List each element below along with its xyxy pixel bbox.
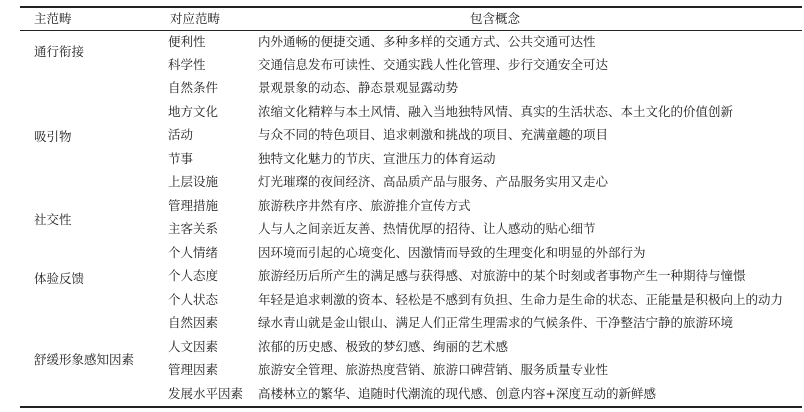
- sub-category: 管理措施: [168, 198, 219, 213]
- main-category: 通行衔接: [34, 44, 85, 59]
- sub-category: 活动: [168, 127, 194, 142]
- sub-category: 节事: [168, 151, 194, 166]
- main-category: 社交性: [34, 212, 72, 227]
- header-sub-category: 对应范畴: [170, 11, 221, 26]
- concept-text: 年轻是追求刺激的资本、轻松是不感到有负担、生命力是生命的状态、正能量是积极向上的动力: [258, 292, 784, 307]
- sub-category: 发展水平因素: [168, 386, 244, 401]
- sub-category: 上层设施: [168, 174, 219, 189]
- main-category: 吸引物: [34, 129, 72, 144]
- sub-category: 便利性: [168, 34, 206, 49]
- concept-table: [20, 6, 802, 408]
- sub-category: 地方文化: [168, 104, 219, 119]
- concept-text: 旅游经历后所产生的满足感与获得感、对旅游中的某个时刻或者事物产生一种期待与憧憬: [258, 268, 746, 283]
- sub-category: 个人态度: [168, 268, 219, 283]
- concept-text: 旅游秩序井然有序、旅游推介宣传方式: [258, 198, 471, 213]
- concept-text: 浓郁的历史感、极致的梦幻感、绚丽的艺术感: [258, 339, 509, 354]
- header-main-category: 主范畴: [34, 11, 72, 26]
- concept-text: 人与人之间亲近友善、热情优厚的招待、让人感动的贴心细节: [258, 221, 596, 236]
- sub-category: 自然因素: [168, 315, 219, 330]
- sub-category: 个人情绪: [168, 245, 219, 260]
- sub-category: 科学性: [168, 57, 206, 72]
- concept-text: 内外通畅的便捷交通、多种多样的交通方式、公共交通可达性: [258, 34, 596, 49]
- header-concepts: 包含概念: [470, 11, 521, 26]
- concept-text: 绿水青山就是金山银山、满足人们正常生理需求的气候条件、干净整洁宁静的旅游环境: [258, 315, 734, 330]
- concept-text: 因环境而引起的心境变化、因激情而导致的生理变化和明显的外部行为: [258, 245, 646, 260]
- sub-category: 个人状态: [168, 292, 219, 307]
- sub-category: 自然条件: [168, 80, 219, 95]
- sub-category: 人文因素: [168, 339, 219, 354]
- sub-category: 主客关系: [168, 221, 219, 236]
- main-category: 舒缓形象感知因素: [34, 352, 135, 367]
- concept-text: 灯光璀璨的夜间经济、高品质产品与服务、产品服务实用又走心: [258, 174, 609, 189]
- table-top-rule: [20, 6, 802, 8]
- concept-text: 浓缩文化精粹与本土风情、融入当地独特风情、真实的生活状态、本土文化的价值创新: [258, 104, 734, 119]
- table-bottom-rule: [20, 406, 802, 408]
- sub-category: 管理因素: [168, 362, 219, 377]
- concept-text: 交通信息发布可读性、交通实践人性化管理、步行交通安全可达: [258, 57, 609, 72]
- concept-text: 与众不同的特色项目、追求刺激和挑战的项目、充满童趣的项目: [258, 127, 609, 142]
- concept-text: 景观景象的动态、静态景观显露动势: [258, 80, 459, 95]
- main-category: 体验反馈: [34, 271, 85, 286]
- concept-text: 独特文化魅力的节庆、宣泄压力的体育运动: [258, 151, 496, 166]
- concept-text: 旅游安全管理、旅游热度营销、旅游口碑营销、服务质量专业性: [258, 362, 609, 377]
- concept-text: 高楼林立的繁华、追随时代潮流的现代感、创意内容+深度互动的新鲜感: [258, 386, 656, 401]
